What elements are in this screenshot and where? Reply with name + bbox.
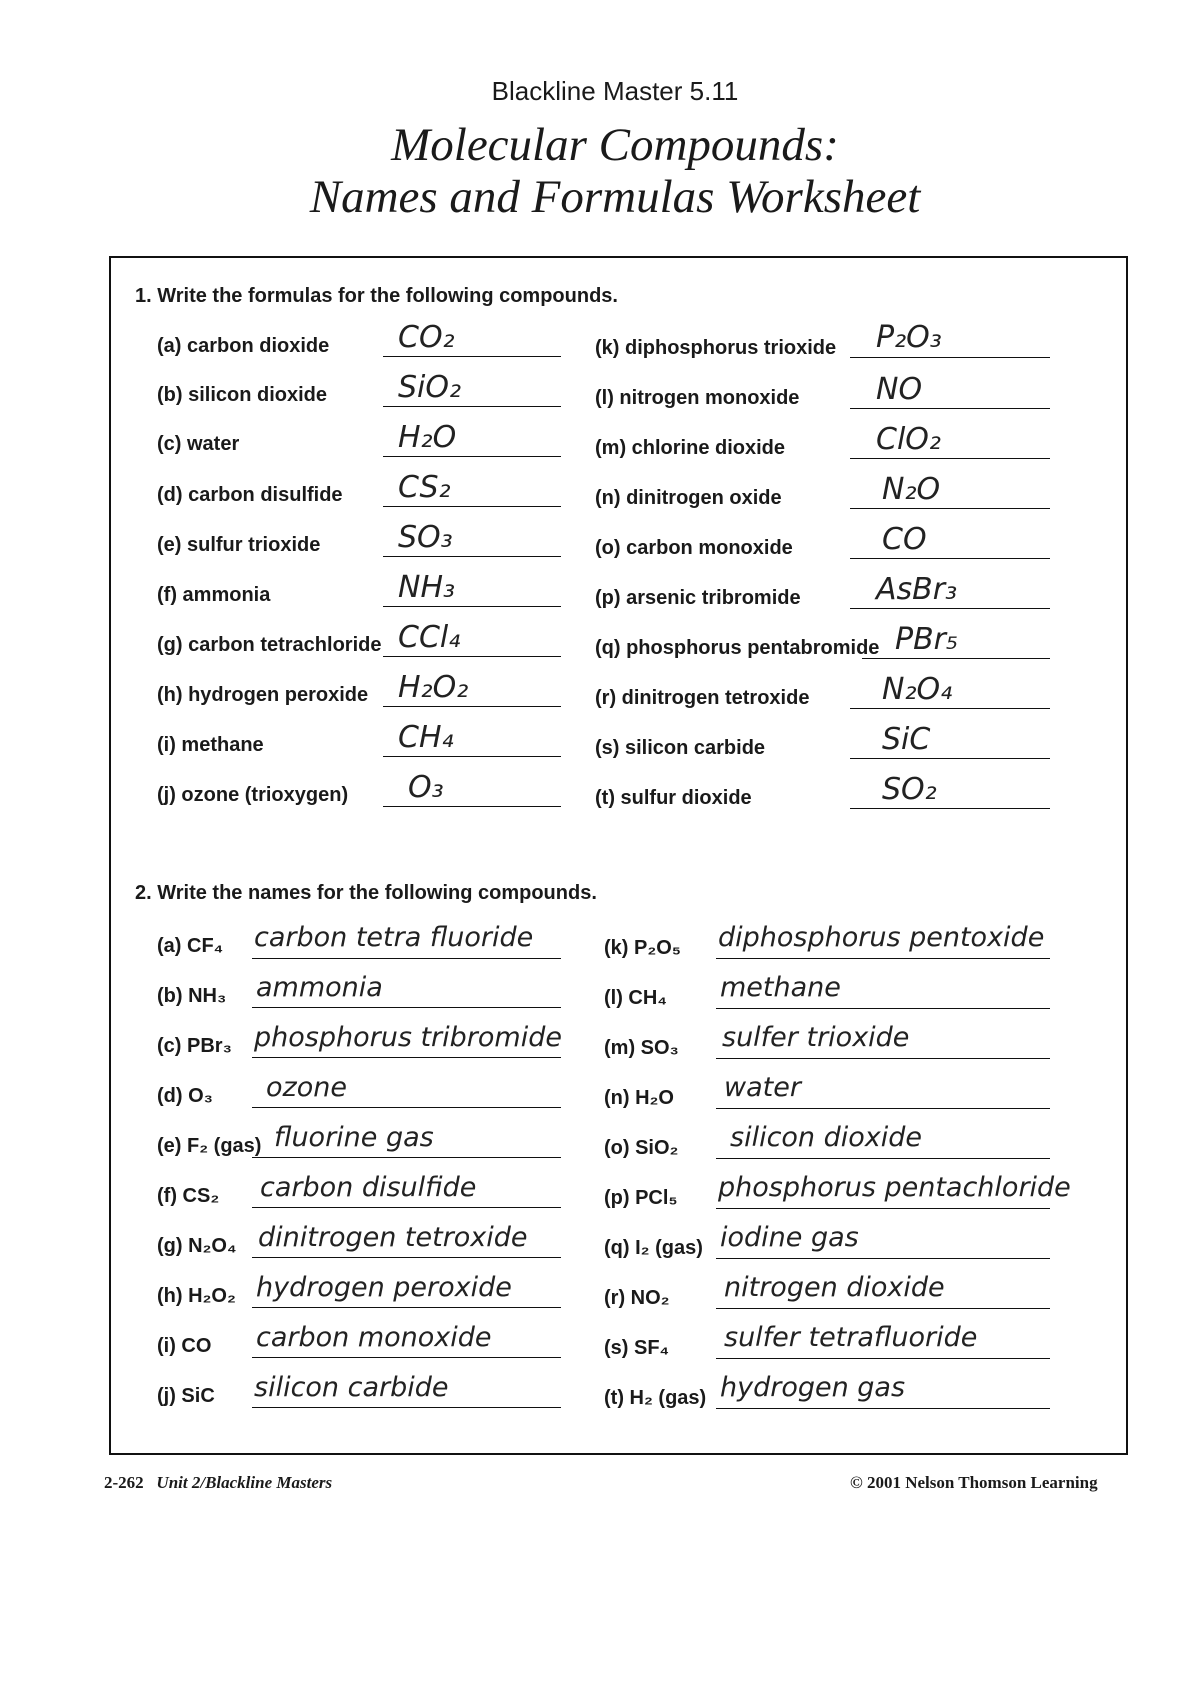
s1-item-n-answer: N₂O [882, 472, 941, 507]
s1-item-d-answer: CS₂ [398, 470, 451, 505]
s2-item-e-answer: fluorine gas [274, 1122, 434, 1153]
s1-item-t-answer: SO₂ [882, 772, 937, 807]
s1-item-s-line [850, 758, 1050, 759]
s2-item-h-line [252, 1307, 561, 1308]
s1-item-i-answer: CH₄ [398, 720, 454, 755]
s2-item-h-answer: hydrogen peroxide [256, 1272, 512, 1303]
s1-item-m-label: (m) chlorine dioxide [595, 437, 786, 459]
s2-item-m-answer: sulfer trioxide [722, 1022, 910, 1053]
s2-item-d-label: (d) O₃ [157, 1085, 213, 1107]
s1-item-c-label: (c) water [157, 433, 240, 455]
s1-item-d-line [383, 506, 561, 507]
s1-item-c-answer: H₂O [398, 420, 457, 455]
s2-item-i-answer: carbon monoxide [256, 1322, 492, 1353]
s1-item-k-line [850, 357, 1050, 358]
s1-item-i-label: (i) methane [157, 734, 264, 756]
s1-item-e-line [383, 556, 561, 557]
s2-item-r-label: (r) NO₂ [604, 1287, 670, 1309]
s2-item-b-answer: ammonia [256, 972, 383, 1003]
section-1-question: 1. Write the formulas for the following compounds. [135, 285, 618, 307]
s1-item-h-line [383, 706, 561, 707]
s2-item-s-label: (s) SF₄ [604, 1337, 670, 1359]
s1-item-g-answer: CCl₄ [398, 620, 461, 655]
s2-item-p-label: (p) PCl₅ [604, 1187, 678, 1209]
s1-item-r-answer: N₂O₄ [882, 672, 953, 707]
s1-item-p-answer: AsBr₃ [876, 572, 958, 607]
s2-item-j-answer: silicon carbide [254, 1372, 449, 1403]
s2-item-c-line [252, 1057, 561, 1058]
s2-item-d-answer: ozone [266, 1072, 347, 1103]
s1-item-p-line [850, 608, 1050, 609]
s2-item-i-line [252, 1357, 561, 1358]
s1-item-i-line [383, 756, 561, 757]
s2-item-l-label: (l) CH₄ [604, 987, 667, 1009]
s2-item-c-label: (c) PBr₃ [157, 1035, 232, 1057]
worksheet-title-line-2: Names and Formulas Worksheet [309, 171, 921, 223]
s2-item-j-line [252, 1407, 561, 1408]
worksheet-title-line-1: Molecular Compounds: [391, 119, 839, 171]
s2-item-r-line [716, 1308, 1050, 1309]
s2-item-n-label: (n) H₂O [604, 1087, 674, 1109]
s2-item-o-line [716, 1158, 1050, 1159]
s2-item-p-answer: phosphorus pentachloride [718, 1172, 1071, 1203]
s1-item-o-answer: CO [882, 522, 927, 557]
copyright: © 2001 Nelson Thomson Learning [850, 1473, 1098, 1492]
s1-item-r-line [850, 708, 1050, 709]
s1-item-e-label: (e) sulfur trioxide [157, 534, 321, 556]
s2-item-f-answer: carbon disulfide [260, 1172, 477, 1203]
s2-item-q-answer: iodine gas [720, 1222, 859, 1253]
s1-item-o-label: (o) carbon monoxide [595, 537, 793, 559]
s1-item-c-line [383, 456, 561, 457]
s1-item-k-answer: P₂O₃ [876, 320, 942, 355]
s2-item-a-line [252, 958, 561, 959]
s1-item-m-line [850, 458, 1050, 459]
s2-item-l-line [716, 1008, 1050, 1009]
s2-item-k-label: (k) P₂O₅ [604, 937, 681, 959]
s1-item-t-line [850, 808, 1050, 809]
s1-item-q-label: (q) phosphorus pentabromide [595, 637, 880, 659]
s2-item-e-line [252, 1157, 561, 1158]
s2-item-k-answer: diphosphorus pentoxide [718, 922, 1045, 953]
s2-item-b-label: (b) NH₃ [157, 985, 227, 1007]
s2-item-n-line [716, 1108, 1050, 1109]
s2-item-r-answer: nitrogen dioxide [724, 1272, 945, 1303]
s1-item-d-label: (d) carbon disulfide [157, 484, 343, 506]
s1-item-s-answer: SiC [882, 722, 931, 757]
s1-item-a-label: (a) carbon dioxide [157, 335, 330, 357]
s1-item-g-line [383, 656, 561, 657]
s1-item-f-answer: NH₃ [398, 570, 456, 605]
s1-item-b-label: (b) silicon dioxide [157, 384, 328, 406]
s2-item-n-answer: water [724, 1072, 801, 1103]
s2-item-o-label: (o) SiO₂ [604, 1137, 679, 1159]
page-reference: 2-262 [104, 1473, 144, 1492]
s1-item-f-line [383, 606, 561, 607]
s1-item-m-answer: ClO₂ [876, 422, 941, 457]
s2-item-l-answer: methane [720, 972, 841, 1003]
s2-item-m-line [716, 1058, 1050, 1059]
s1-item-b-line [383, 406, 561, 407]
s1-item-j-answer: O₃ [408, 770, 444, 805]
s1-item-o-line [850, 558, 1050, 559]
s2-item-e-label: (e) F₂ (gas) [157, 1135, 262, 1157]
s1-item-l-line [850, 408, 1050, 409]
s1-item-a-line [383, 356, 561, 357]
s2-item-c-answer: phosphorus tribromide [254, 1022, 562, 1053]
s2-item-t-answer: hydrogen gas [720, 1372, 906, 1403]
s1-item-j-line [383, 806, 561, 807]
s1-item-p-label: (p) arsenic tribromide [595, 587, 801, 609]
s2-item-s-answer: sulfer tetrafluoride [724, 1322, 978, 1353]
s2-item-q-label: (q) I₂ (gas) [604, 1237, 703, 1259]
s1-item-q-line [862, 658, 1050, 659]
s2-item-j-label: (j) SiC [157, 1385, 215, 1407]
s1-item-h-label: (h) hydrogen peroxide [157, 684, 369, 706]
s1-item-j-label: (j) ozone (trioxygen) [157, 784, 349, 806]
s1-item-n-line [850, 508, 1050, 509]
s2-item-a-label: (a) CF₄ [157, 935, 224, 957]
s1-item-n-label: (n) dinitrogen oxide [595, 487, 782, 509]
s2-item-d-line [252, 1107, 561, 1108]
unit-reference: Unit 2/Blackline Masters [156, 1473, 333, 1492]
s2-item-g-line [252, 1257, 561, 1258]
s2-item-h-label: (h) H₂O₂ [157, 1285, 236, 1307]
s2-item-m-label: (m) SO₃ [604, 1037, 679, 1059]
s1-item-q-answer: PBr₅ [895, 622, 959, 657]
s1-item-l-label: (l) nitrogen monoxide [595, 387, 800, 409]
s2-item-i-label: (i) CO [157, 1335, 212, 1357]
s1-item-s-label: (s) silicon carbide [595, 737, 766, 759]
s1-item-g-label: (g) carbon tetrachloride [157, 634, 382, 656]
s2-item-f-line [252, 1207, 561, 1208]
s2-item-p-line [716, 1208, 1050, 1209]
s1-item-b-answer: SiO₂ [398, 370, 462, 405]
s1-item-e-answer: SO₃ [398, 520, 453, 555]
s1-item-l-answer: NO [876, 372, 923, 407]
blackline-master-label: Blackline Master 5.11 [491, 76, 739, 106]
s2-item-k-line [716, 958, 1050, 959]
s2-item-g-answer: dinitrogen tetroxide [258, 1222, 528, 1253]
s1-item-f-label: (f) ammonia [157, 584, 271, 606]
footer-left [104, 1473, 332, 1493]
s1-item-h-answer: H₂O₂ [398, 670, 469, 705]
s1-item-a-answer: CO₂ [398, 320, 455, 355]
s1-item-k-label: (k) diphosphorus trioxide [595, 337, 837, 359]
s2-item-q-line [716, 1258, 1050, 1259]
s2-item-b-line [252, 1007, 561, 1008]
s2-item-o-answer: silicon dioxide [730, 1122, 923, 1153]
s2-item-t-line [716, 1408, 1050, 1409]
s2-item-t-label: (t) H₂ (gas) [604, 1387, 707, 1409]
s2-item-a-answer: carbon tetra fluoride [254, 922, 534, 953]
s2-item-g-label: (g) N₂O₄ [157, 1235, 237, 1257]
s2-item-f-label: (f) CS₂ [157, 1185, 220, 1207]
section-2-question: 2. Write the names for the following compounds. [135, 882, 597, 904]
s2-item-s-line [716, 1358, 1050, 1359]
s1-item-r-label: (r) dinitrogen tetroxide [595, 687, 810, 709]
s1-item-t-label: (t) sulfur dioxide [595, 787, 752, 809]
